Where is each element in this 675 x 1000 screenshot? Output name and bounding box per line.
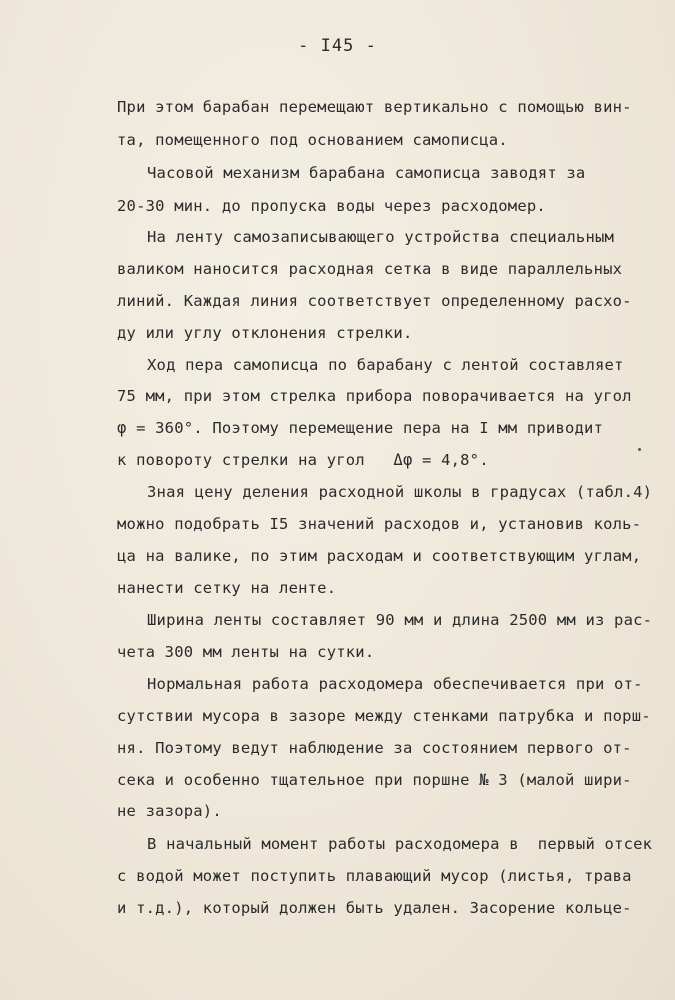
text-line-5: На ленту самозаписывающего устройства специальным	[147, 228, 615, 246]
text-line-16: нанести сетку на ленте.	[117, 579, 337, 597]
text-line-26: и т.д.), который должен быть удален. Засорение кольце-	[117, 899, 632, 917]
ink-dot	[638, 448, 641, 451]
text-line-7: линий. Каждая линия соответствует определенному расхо-	[117, 292, 632, 310]
text-line-2: та, помещенного под основанием самописца.	[117, 131, 508, 149]
text-line-9: Ход пера самописца по барабану с лентой составляет	[147, 356, 624, 374]
text-line-24: В начальный момент работы расходомера в первый отсек	[147, 835, 653, 853]
text-line-10: 75 мм, при этом стрелка прибора поворачивается на угол	[117, 387, 632, 405]
text-line-25: с водой может поступить плавающий мусор (листья, трава	[117, 867, 632, 885]
text-line-14: можно подобрать I5 значений расходов и, установив коль-	[117, 515, 642, 533]
text-line-13: Зная цену деления расходной школы в градусах (табл.4)	[147, 483, 653, 501]
text-line-1: При этом барабан перемещают вертикально с помощью вин-	[117, 98, 632, 116]
text-line-11: φ = 360°. Поэтому перемещение пера на I мм приводит	[117, 419, 604, 437]
text-line-19: Нормальная работа расходомера обеспечивается при от-	[147, 675, 643, 693]
text-line-3: Часовой механизм барабана самописца заводят за	[147, 164, 586, 182]
text-line-21: ня. Поэтому ведут наблюдение за состоянием первого от-	[117, 739, 632, 757]
text-line-17: Ширина ленты составляет 90 мм и длина 2500 мм из рас-	[147, 611, 653, 629]
text-line-20: сутствии мусора в зазоре между стенками патрубка и порш-	[117, 707, 651, 725]
text-line-22: сека и особенно тщательное при поршне № 3 (малой шири-	[117, 771, 632, 789]
page-number: - I45 -	[298, 36, 377, 56]
text-line-4: 20-30 мин. до пропуска воды через расходомер.	[117, 197, 546, 215]
text-line-23: не зазора).	[117, 802, 222, 820]
text-line-18: чета 300 мм ленты на сутки.	[117, 643, 375, 661]
text-line-15: ца на валике, по этим расходам и соответствующим углам,	[117, 547, 642, 565]
text-line-6: валиком наносится расходная сетка в виде параллельных	[117, 260, 623, 278]
text-line-12: к повороту стрелки на угол Δφ = 4,8°.	[117, 451, 489, 469]
text-line-8: ду или углу отклонения стрелки.	[117, 324, 413, 342]
